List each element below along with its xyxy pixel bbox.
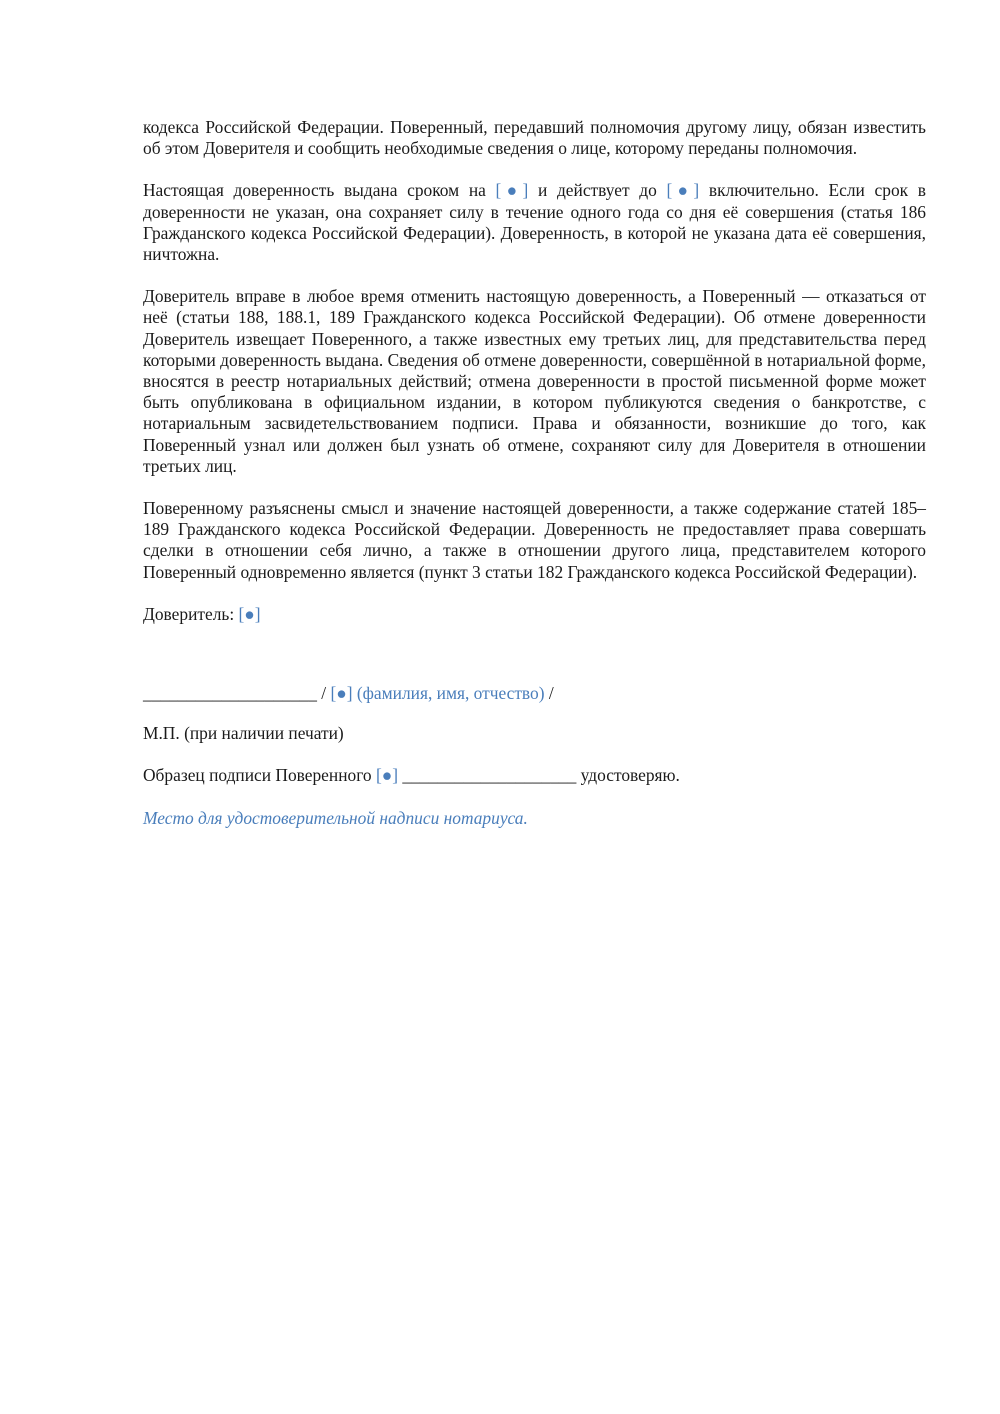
- full-name-placeholder[interactable]: [●] (фамилия, имя, отчество): [330, 683, 545, 704]
- signature-blank[interactable]: ____________________: [143, 683, 317, 704]
- signature-line: [143, 683, 926, 704]
- notary-note-text: Место для удостоверительной надписи нотариуса.: [143, 807, 528, 828]
- sample-signature-blank: ____________________ удостоверяю.: [398, 765, 680, 786]
- paragraph-text: Доверитель вправе в любое время отменить настоящую доверенность, а Поверенный — отказаться от неё (статьи 188, 188.1, 189 Гражданского кодекса Российской Федерации). Об отмене доверенности Доверитель извещает Поверенного, а также известных ему третьих лиц, для представительства перед которыми доверенность выдана. Сведения об отмене доверенности, совершённой в нотариальной форме, вносятся в реестр нотариальных действий; отмена доверенности в простой письменной форме может быть опубликована в официальном издании, в котором публикуются сведения о банкротстве, с нотариальным засвидетельствованием подписи. Права и обязанности, возникшие до того, как Поверенный узнал или должен был узнать об отмене, сохраняют силу для Доверителя в отношении третьих лиц.: [143, 286, 926, 476]
- term-text-end: включительно. Если срок в доверенности не указан, она сохраняет силу в течение одного года со дня её совершения (статья 186 Гражданского кодекса Российской Федерации). Доверенность, в которой не указана дата её совершения, ничтожна.: [143, 180, 926, 265]
- paragraph-explanation: [143, 498, 926, 583]
- sample-signature-line: [143, 765, 926, 786]
- document-page: [143, 117, 926, 850]
- paragraph-term: [143, 180, 926, 265]
- attorney-placeholder[interactable]: [●]: [375, 765, 399, 786]
- signer-label: Доверитель:: [143, 603, 239, 624]
- stamp-text: М.П. (при наличии печати): [143, 723, 344, 744]
- term-text-middle: и действует до: [528, 180, 667, 201]
- signature-separator: /: [316, 683, 331, 704]
- term-text-start: Настоящая доверенность выдана сроком на: [143, 180, 496, 201]
- notary-note: [143, 808, 926, 829]
- valid-until-placeholder[interactable]: [●]: [666, 180, 700, 201]
- paragraph-text: кодекса Российской Федерации. Поверенный, передавший полномочия другому лицу, обязан известить об этом Доверителя и сообщить необходимые сведения о лице, которому переданы полномочия.: [143, 117, 926, 159]
- paragraph-text: Поверенному разъяснены смысл и значение настоящей доверенности, а также содержание статей 185–189 Гражданского кодекса Российской Федерации. Доверенность не предоставляет права совершать сделки в отношении себя лично, а также в отношении другого лица, представителем которого Поверенный одновременно является (пункт 3 статьи 182 Гражданского кодекса Российской Федерации).: [143, 498, 926, 582]
- signer-placeholder[interactable]: [●]: [238, 603, 261, 624]
- term-placeholder[interactable]: [●]: [495, 180, 529, 201]
- stamp-line: [143, 723, 926, 744]
- paragraph-revocation: [143, 286, 926, 477]
- signer-line: [143, 604, 926, 625]
- signature-separator-end: /: [544, 683, 554, 704]
- paragraph-delegation: [143, 117, 926, 159]
- sample-signature-label: Образец подписи Поверенного: [143, 765, 376, 786]
